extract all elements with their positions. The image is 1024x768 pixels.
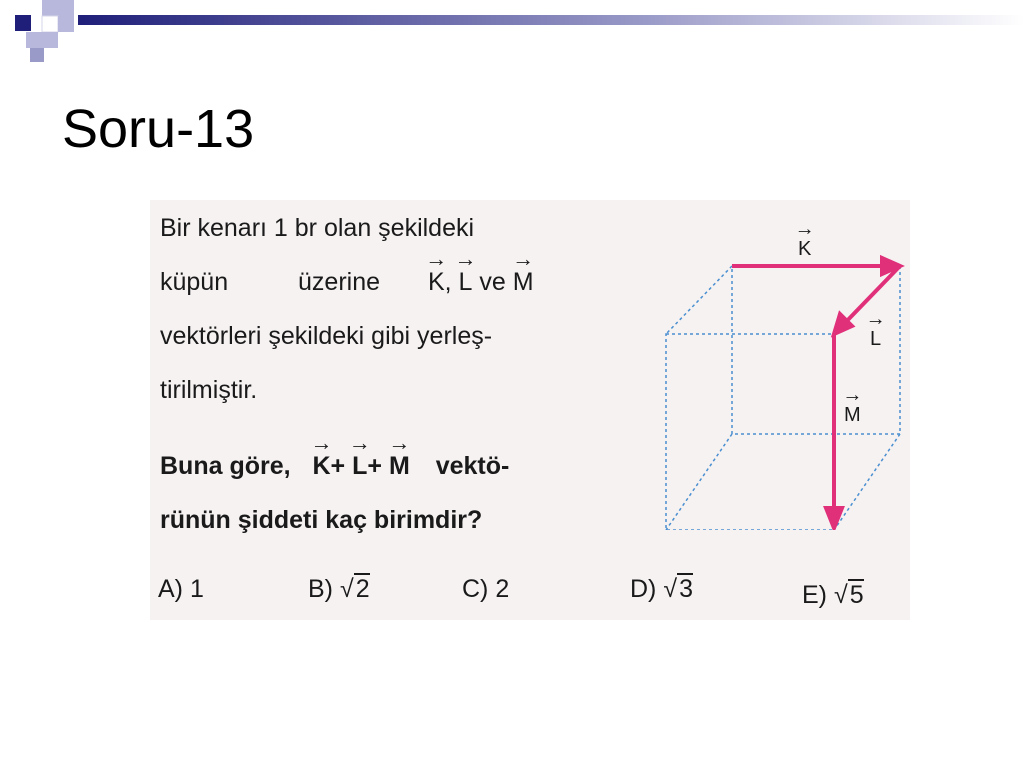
plus-sign: +	[367, 452, 382, 480]
question-line-6: rünün şiddeti kaç birimdir?	[160, 506, 483, 534]
option-b-value: 2	[355, 575, 370, 603]
question-image	[150, 200, 910, 620]
option-c[interactable]	[462, 575, 509, 604]
cube-diagram	[650, 230, 910, 530]
option-c-value: 2	[495, 575, 510, 603]
word-buna-gore: Buna göre,	[160, 452, 291, 480]
cube-front-face	[666, 334, 834, 530]
cube-edges	[666, 266, 900, 530]
deco-square	[42, 32, 58, 48]
sqrt-symbol: √2	[339, 575, 370, 603]
option-a-label: A)	[158, 575, 183, 603]
question-line-1: Bir kenarı 1 br olan şekildeki	[160, 214, 475, 242]
cube-edge	[666, 266, 732, 334]
header-gradient-band	[78, 15, 1024, 25]
question-line-3: vektörleri şekildeki gibi yerleş-	[160, 322, 493, 350]
question-line-2	[160, 268, 534, 297]
option-b-label: B)	[308, 575, 333, 603]
sqrt-symbol: √5	[833, 581, 864, 609]
plus-sign: +	[330, 452, 346, 480]
slide-title: Soru-13	[62, 99, 255, 159]
word-kupun: küpün	[160, 268, 229, 296]
vector-k-label: → K	[428, 268, 445, 297]
option-d-label: D)	[630, 575, 657, 603]
deco-square	[15, 15, 31, 31]
option-b[interactable]	[308, 575, 370, 604]
diagram-label-k: → K	[798, 238, 811, 261]
option-e-label: E)	[802, 581, 827, 609]
diagram-label-m: → M	[844, 404, 861, 427]
sum-vector-l: → L	[352, 452, 367, 481]
diagram-label-l: → L	[870, 328, 881, 351]
vector-l-label: → L	[459, 268, 473, 297]
question-line-5	[160, 452, 509, 481]
option-a[interactable]	[158, 575, 204, 604]
sum-vector-m: → M	[389, 452, 410, 481]
vector-m-arrowhead	[826, 508, 842, 528]
option-d-value: 3	[679, 575, 693, 603]
word-vekto: vektö-	[435, 452, 510, 480]
question-line-4: tirilmiştir.	[160, 376, 258, 404]
word-uzerine: üzerine	[298, 268, 381, 296]
comma: ,	[444, 268, 452, 296]
vector-m-label: → M	[513, 268, 534, 297]
word-ve: ve	[479, 268, 506, 296]
deco-square	[42, 16, 58, 32]
cube-edge	[666, 434, 732, 530]
deco-square	[30, 48, 44, 62]
deco-square	[58, 16, 74, 32]
deco-square	[26, 32, 42, 48]
option-e[interactable]	[802, 581, 864, 610]
option-d[interactable]	[630, 575, 693, 604]
cube-edge	[834, 434, 900, 530]
option-c-label: C)	[462, 575, 489, 603]
sqrt-symbol: √3	[663, 575, 693, 603]
deco-square	[42, 0, 58, 16]
option-e-value: 5	[849, 581, 864, 609]
header-decoration	[0, 0, 1024, 64]
option-a-value: 1	[189, 575, 204, 603]
deco-square	[58, 0, 74, 16]
sum-vector-k: → K	[312, 452, 330, 481]
